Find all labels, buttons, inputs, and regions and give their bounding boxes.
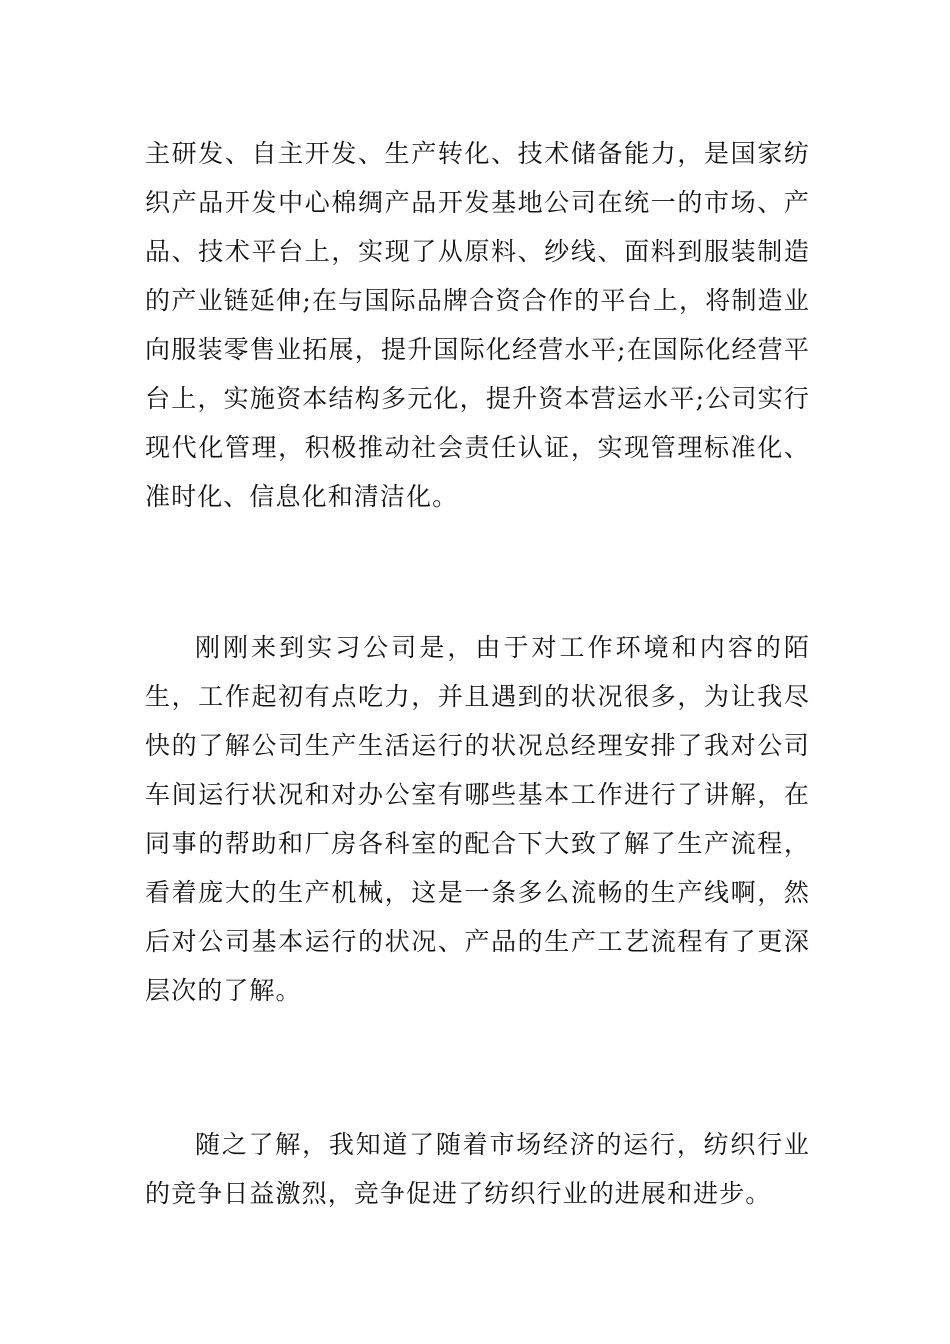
paragraph-company-overview: 主研发、自主开发、生产转化、技术储备能力，是国家纺织产品开发中心棉绸产品开发基地公司在统一的市场、产品、技术平台上，实现了从原料、纱线、面料到服装制造的产业链延伸;在与国际品牌合资合作的平台上，将制造业向服装零售业拓展，提升国际化经营水平;在国际化经营平台上，实施资本结构多元化，提升资本营运水平;公司实行现代化管理，积极推动社会责任认证，实现管理标准化、准时化、信息化和清洁化。	[145, 139, 810, 511]
paragraph-industry-competition: 随之了解，我知道了随着市场经济的运行，纺织行业的竞争日益激烈，竞争促进了纺织行业的进展和进步。	[145, 1130, 810, 1208]
paragraph-internship-start: 刚刚来到实习公司是，由于对工作环境和内容的陌生，工作起初有点吃力，并且遇到的状况很多，为让我尽快的了解公司生产生活运行的状况总经理安排了我对公司车间运行状况和对办公室有哪些基本工作进行了讲解，在同事的帮助和厂房各科室的配合下大致了解了生产流程，看着庞大的生产机械，这是一条多么流畅的生产线啊，然后对公司基本运行的状况、产品的生产工艺流程有了更深层次的了解。	[145, 633, 810, 1005]
